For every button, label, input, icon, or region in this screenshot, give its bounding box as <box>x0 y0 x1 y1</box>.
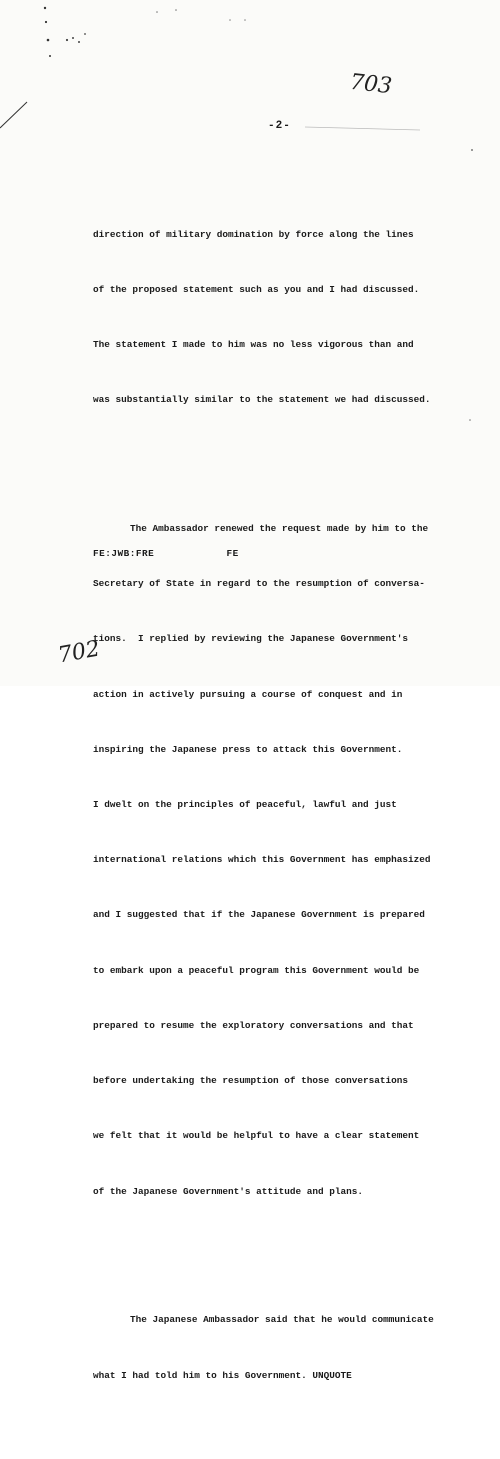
text-line: to embark upon a peaceful program this Government would be <box>93 964 420 976</box>
scan-speck <box>175 9 177 11</box>
text-line: Secretary of State in regard to the resumption of conversa- <box>93 578 425 590</box>
text-line: before undertaking the resumption of those conversations <box>93 1075 409 1087</box>
text-line: tions. I replied by reviewing the Japanese Government's <box>93 633 409 645</box>
text-line: of the Japanese Government's attitude and plans. <box>93 1185 364 1197</box>
drafting-reference: FE:JWB:FRE <box>93 548 155 559</box>
text-line: what I had told him to his Government. UNQUOTE <box>93 1369 352 1381</box>
paragraph-2 <box>93 483 493 1237</box>
text-line: inspiring the Japanese press to attack this Government. <box>93 743 403 755</box>
text-line: The Ambassador renewed the request made by him to the <box>130 523 429 535</box>
paragraph-3 <box>93 1275 493 1422</box>
scan-speck <box>471 149 473 151</box>
scan-edge-stroke <box>0 102 27 128</box>
scan-speck <box>49 55 51 57</box>
scan-speck <box>47 39 50 42</box>
page-number: -2- <box>268 120 291 132</box>
text-line: of the proposed statement such as you and I had discussed. <box>93 283 420 295</box>
text-line: action in actively pursuing a course of conquest and in <box>93 688 403 700</box>
office-initials: FE <box>226 548 239 559</box>
scan-speck <box>72 37 74 39</box>
scan-speck <box>45 21 47 23</box>
scan-speck <box>44 7 46 9</box>
text-line: direction of military domination by force along the lines <box>93 228 414 240</box>
faint-rule <box>305 127 420 130</box>
text-line: was substantially similar to the statement we had discussed. <box>93 394 431 406</box>
text-line: The Japanese Ambassador said that he would communicate <box>130 1314 434 1326</box>
scan-speck <box>229 19 231 21</box>
letter-body <box>93 152 493 1459</box>
scan-speck <box>66 39 68 41</box>
text-line: international relations which this Government has emphasized <box>93 854 431 866</box>
reference-initials <box>93 548 239 559</box>
text-line: and I suggested that if the Japanese Government is prepared <box>93 909 425 921</box>
scan-speck <box>156 11 158 13</box>
scan-speck <box>244 19 246 21</box>
scan-speck <box>78 41 80 43</box>
text-line: we felt that it would be helpful to have a clear statement <box>93 1130 420 1142</box>
handwritten-number-bottom: 702 <box>56 636 102 669</box>
text-line: prepared to resume the exploratory conversations and that <box>93 1019 414 1031</box>
text-line: The statement I made to him was no less vigorous than and <box>93 339 414 351</box>
paragraph-1 <box>93 189 493 447</box>
handwritten-number-top: 703 <box>348 69 394 100</box>
text-line: I dwelt on the principles of peaceful, lawful and just <box>93 799 397 811</box>
scan-speck <box>84 33 86 35</box>
